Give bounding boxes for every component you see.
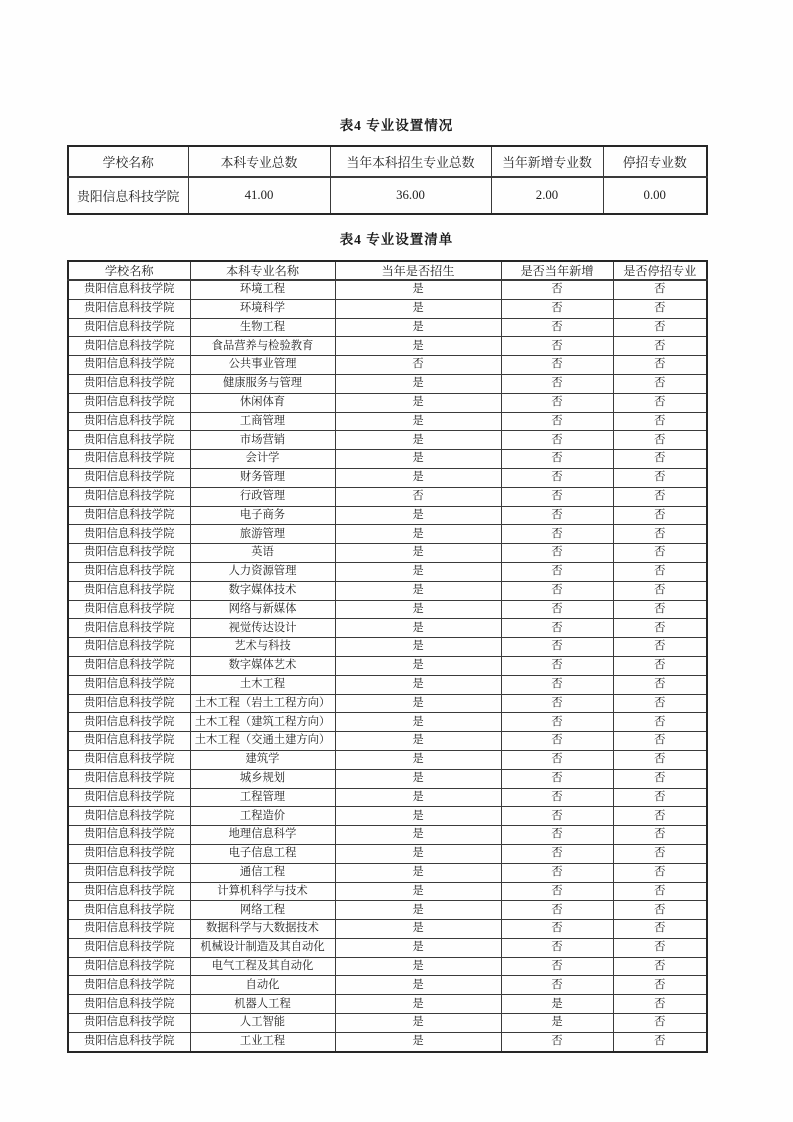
major-name-cell: 工程造价 — [190, 807, 335, 826]
header-major-name: 本科专业名称 — [190, 261, 335, 280]
major-name-cell: 健康服务与管理 — [190, 374, 335, 393]
school-name-cell: 贵阳信息科技学院 — [68, 374, 190, 393]
major-row — [68, 938, 707, 957]
major-name-cell: 数据科学与大数据技术 — [190, 920, 335, 939]
new-major-cell: 否 — [501, 957, 613, 976]
enrolling-cell: 是 — [335, 600, 501, 619]
major-row — [68, 807, 707, 826]
header-school-name: 学校名称 — [68, 146, 188, 177]
major-name-cell: 城乡规划 — [190, 769, 335, 788]
enrolling-cell: 是 — [335, 976, 501, 995]
enrolling-cell: 是 — [335, 675, 501, 694]
suspended-cell: 否 — [613, 356, 707, 375]
suspended-cell: 否 — [613, 600, 707, 619]
major-name-cell: 土木工程（岩土工程方向） — [190, 694, 335, 713]
school-name-cell: 贵阳信息科技学院 — [68, 544, 190, 563]
header-enrolling-majors: 当年本科招生专业总数 — [330, 146, 491, 177]
major-row — [68, 675, 707, 694]
school-name-cell: 贵阳信息科技学院 — [68, 788, 190, 807]
suspended-cell: 否 — [613, 581, 707, 600]
enrolling-cell: 是 — [335, 901, 501, 920]
enrolling-cell: 是 — [335, 562, 501, 581]
new-major-cell: 否 — [501, 544, 613, 563]
header-school-name: 学校名称 — [68, 261, 190, 280]
school-name-cell: 贵阳信息科技学院 — [68, 280, 190, 299]
enrolling-cell: 是 — [335, 694, 501, 713]
suspended-cell: 否 — [613, 412, 707, 431]
suspended-cell: 否 — [613, 562, 707, 581]
enrolling-cell: 是 — [335, 788, 501, 807]
enrolling-cell: 是 — [335, 995, 501, 1014]
major-name-cell: 人工智能 — [190, 1014, 335, 1033]
school-name-cell: 贵阳信息科技学院 — [68, 337, 190, 356]
suspended-cell: 否 — [613, 1032, 707, 1051]
suspended-cell: 否 — [613, 807, 707, 826]
major-row — [68, 562, 707, 581]
major-name-cell: 生物工程 — [190, 318, 335, 337]
major-name-cell: 环境科学 — [190, 299, 335, 318]
new-major-cell: 否 — [501, 487, 613, 506]
school-name-cell: 贵阳信息科技学院 — [68, 769, 190, 788]
major-name-cell: 会计学 — [190, 450, 335, 469]
major-name-cell: 休闲体育 — [190, 393, 335, 412]
major-name-cell: 通信工程 — [190, 863, 335, 882]
major-name-cell: 电气工程及其自动化 — [190, 957, 335, 976]
school-name-cell: 贵阳信息科技学院 — [68, 299, 190, 318]
major-row — [68, 544, 707, 563]
new-major-cell: 否 — [501, 882, 613, 901]
major-name-cell: 土木工程（交通土建方向） — [190, 732, 335, 751]
enrolling-cell: 是 — [335, 863, 501, 882]
suspended-cell: 否 — [613, 826, 707, 845]
suspended-cell: 否 — [613, 750, 707, 769]
suspended-cell: 否 — [613, 337, 707, 356]
school-name-cell: 贵阳信息科技学院 — [68, 619, 190, 638]
major-name-cell: 网络与新媒体 — [190, 600, 335, 619]
new-major-cell: 否 — [501, 600, 613, 619]
enrolling-cell: 是 — [335, 938, 501, 957]
suspended-cell: 否 — [613, 487, 707, 506]
enrolling-cell: 是 — [335, 374, 501, 393]
school-name-cell: 贵阳信息科技学院 — [68, 1032, 190, 1051]
major-name-cell: 市场营销 — [190, 431, 335, 450]
suspended-cell: 否 — [613, 1014, 707, 1033]
new-major-cell: 是 — [501, 1014, 613, 1033]
new-major-cell: 否 — [501, 337, 613, 356]
new-major-cell: 否 — [501, 675, 613, 694]
school-name-cell: 贵阳信息科技学院 — [68, 600, 190, 619]
major-row — [68, 788, 707, 807]
major-name-cell: 数字媒体技术 — [190, 581, 335, 600]
new-major-cell: 否 — [501, 732, 613, 751]
school-name-cell: 贵阳信息科技学院 — [68, 750, 190, 769]
new-major-cell: 否 — [501, 638, 613, 657]
new-major-cell: 否 — [501, 694, 613, 713]
enrolling-cell: 是 — [335, 393, 501, 412]
enrolling-cell: 是 — [335, 468, 501, 487]
school-name-cell: 贵阳信息科技学院 — [68, 638, 190, 657]
major-row — [68, 431, 707, 450]
major-row — [68, 732, 707, 751]
enrolling-cell: 是 — [335, 807, 501, 826]
enrolling-cell: 否 — [335, 356, 501, 375]
major-row — [68, 374, 707, 393]
enrolling-cell: 是 — [335, 882, 501, 901]
total-majors-cell: 41.00 — [188, 177, 330, 214]
new-major-cell: 否 — [501, 901, 613, 920]
summary-data-row — [68, 177, 707, 214]
new-major-cell: 否 — [501, 938, 613, 957]
school-name-cell: 贵阳信息科技学院 — [68, 562, 190, 581]
school-name-cell: 贵阳信息科技学院 — [68, 656, 190, 675]
major-name-cell: 英语 — [190, 544, 335, 563]
new-major-cell: 否 — [501, 769, 613, 788]
major-row — [68, 713, 707, 732]
suspended-cell: 否 — [613, 995, 707, 1014]
new-major-cell: 否 — [501, 431, 613, 450]
new-major-cell: 否 — [501, 826, 613, 845]
header-new-this-year: 是否当年新增 — [501, 261, 613, 280]
new-major-cell: 否 — [501, 920, 613, 939]
suspended-majors-cell: 0.00 — [603, 177, 707, 214]
suspended-cell: 否 — [613, 675, 707, 694]
school-name-cell: 贵阳信息科技学院 — [68, 938, 190, 957]
major-row — [68, 450, 707, 469]
school-name-cell: 贵阳信息科技学院 — [68, 356, 190, 375]
enrolling-cell: 是 — [335, 450, 501, 469]
major-row — [68, 882, 707, 901]
major-row — [68, 844, 707, 863]
new-major-cell: 否 — [501, 468, 613, 487]
major-name-cell: 地理信息科学 — [190, 826, 335, 845]
enrolling-cell: 是 — [335, 337, 501, 356]
major-row — [68, 863, 707, 882]
new-major-cell: 否 — [501, 356, 613, 375]
major-row — [68, 1032, 707, 1051]
major-name-cell: 环境工程 — [190, 280, 335, 299]
suspended-cell: 否 — [613, 525, 707, 544]
school-name-cell: 贵阳信息科技学院 — [68, 412, 190, 431]
summary-header-row — [68, 146, 707, 177]
header-total-majors: 本科专业总数 — [188, 146, 330, 177]
new-major-cell: 否 — [501, 450, 613, 469]
school-name-cell: 贵阳信息科技学院 — [68, 487, 190, 506]
suspended-cell: 否 — [613, 318, 707, 337]
new-major-cell: 否 — [501, 318, 613, 337]
major-row — [68, 920, 707, 939]
major-name-cell: 电子信息工程 — [190, 844, 335, 863]
new-major-cell: 否 — [501, 863, 613, 882]
suspended-cell: 否 — [613, 638, 707, 657]
suspended-cell: 否 — [613, 788, 707, 807]
suspended-cell: 否 — [613, 544, 707, 563]
new-major-cell: 否 — [501, 525, 613, 544]
major-row — [68, 318, 707, 337]
major-name-cell: 土木工程（建筑工程方向） — [190, 713, 335, 732]
suspended-cell: 否 — [613, 938, 707, 957]
new-major-cell: 否 — [501, 656, 613, 675]
suspended-cell: 否 — [613, 769, 707, 788]
major-row — [68, 600, 707, 619]
new-majors-cell: 2.00 — [491, 177, 603, 214]
major-row — [68, 412, 707, 431]
school-name-cell: 贵阳信息科技学院 — [68, 525, 190, 544]
major-row — [68, 769, 707, 788]
enrolling-cell: 是 — [335, 581, 501, 600]
major-row — [68, 656, 707, 675]
suspended-cell: 否 — [613, 506, 707, 525]
header-enrolling-this-year: 当年是否招生 — [335, 261, 501, 280]
suspended-cell: 否 — [613, 374, 707, 393]
new-major-cell: 否 — [501, 374, 613, 393]
major-name-cell: 工业工程 — [190, 1032, 335, 1051]
new-major-cell: 否 — [501, 976, 613, 995]
major-row — [68, 280, 707, 299]
school-name-cell: 贵阳信息科技学院 — [68, 506, 190, 525]
school-name-cell: 贵阳信息科技学院 — [68, 995, 190, 1014]
major-row — [68, 750, 707, 769]
enrolling-cell: 是 — [335, 506, 501, 525]
major-row — [68, 525, 707, 544]
school-name-cell: 贵阳信息科技学院 — [68, 694, 190, 713]
major-row — [68, 581, 707, 600]
school-name-cell: 贵阳信息科技学院 — [68, 431, 190, 450]
header-suspended-majors: 停招专业数 — [603, 146, 707, 177]
header-suspended: 是否停招专业 — [613, 261, 707, 280]
enrolling-cell: 是 — [335, 638, 501, 657]
new-major-cell: 否 — [501, 1032, 613, 1051]
major-name-cell: 土木工程 — [190, 675, 335, 694]
new-major-cell: 否 — [501, 844, 613, 863]
school-name-cell: 贵阳信息科技学院 — [68, 177, 188, 214]
enrolling-cell: 是 — [335, 299, 501, 318]
enrolling-cell: 是 — [335, 525, 501, 544]
major-name-cell: 计算机科学与技术 — [190, 882, 335, 901]
suspended-cell: 否 — [613, 732, 707, 751]
enrolling-cell: 是 — [335, 920, 501, 939]
major-row — [68, 957, 707, 976]
suspended-cell: 否 — [613, 694, 707, 713]
suspended-cell: 否 — [613, 450, 707, 469]
major-row — [68, 619, 707, 638]
major-name-cell: 行政管理 — [190, 487, 335, 506]
major-name-cell: 视觉传达设计 — [190, 619, 335, 638]
major-row — [68, 299, 707, 318]
enrolling-cell: 是 — [335, 280, 501, 299]
new-major-cell: 否 — [501, 750, 613, 769]
school-name-cell: 贵阳信息科技学院 — [68, 450, 190, 469]
school-name-cell: 贵阳信息科技学院 — [68, 976, 190, 995]
major-name-cell: 艺术与科技 — [190, 638, 335, 657]
enrolling-cell: 是 — [335, 656, 501, 675]
major-row — [68, 694, 707, 713]
list-header-row — [68, 261, 707, 280]
suspended-cell: 否 — [613, 299, 707, 318]
major-name-cell: 网络工程 — [190, 901, 335, 920]
majors-list-table — [67, 260, 708, 1053]
school-name-cell: 贵阳信息科技学院 — [68, 713, 190, 732]
enrolling-cell: 是 — [335, 732, 501, 751]
new-major-cell: 否 — [501, 807, 613, 826]
new-major-cell: 否 — [501, 713, 613, 732]
new-major-cell: 否 — [501, 506, 613, 525]
major-name-cell: 机械设计制造及其自动化 — [190, 938, 335, 957]
suspended-cell: 否 — [613, 957, 707, 976]
major-name-cell: 工商管理 — [190, 412, 335, 431]
major-row — [68, 1014, 707, 1033]
enrolling-cell: 是 — [335, 431, 501, 450]
list-table-title: 表4 专业设置清单 — [339, 232, 454, 247]
enrolling-cell: 是 — [335, 412, 501, 431]
suspended-cell: 否 — [613, 920, 707, 939]
school-name-cell: 贵阳信息科技学院 — [68, 1014, 190, 1033]
new-major-cell: 否 — [501, 412, 613, 431]
major-row — [68, 995, 707, 1014]
major-name-cell: 电子商务 — [190, 506, 335, 525]
major-row — [68, 976, 707, 995]
enrolling-cell: 是 — [335, 844, 501, 863]
major-name-cell: 工程管理 — [190, 788, 335, 807]
new-major-cell: 是 — [501, 995, 613, 1014]
summary-table-title: 表4 专业设置情况 — [339, 118, 454, 133]
major-name-cell: 机器人工程 — [190, 995, 335, 1014]
major-name-cell: 数字媒体艺术 — [190, 656, 335, 675]
enrolling-cell: 是 — [335, 1014, 501, 1033]
suspended-cell: 否 — [613, 713, 707, 732]
enrolling-cell: 是 — [335, 957, 501, 976]
school-name-cell: 贵阳信息科技学院 — [68, 957, 190, 976]
header-new-majors: 当年新增专业数 — [491, 146, 603, 177]
suspended-cell: 否 — [613, 619, 707, 638]
new-major-cell: 否 — [501, 581, 613, 600]
suspended-cell: 否 — [613, 280, 707, 299]
enrolling-cell: 是 — [335, 318, 501, 337]
major-row — [68, 337, 707, 356]
enrolling-cell: 是 — [335, 544, 501, 563]
school-name-cell: 贵阳信息科技学院 — [68, 393, 190, 412]
enrolling-cell: 是 — [335, 1032, 501, 1051]
new-major-cell: 否 — [501, 280, 613, 299]
new-major-cell: 否 — [501, 299, 613, 318]
enrolling-cell: 是 — [335, 826, 501, 845]
suspended-cell: 否 — [613, 656, 707, 675]
major-name-cell: 财务管理 — [190, 468, 335, 487]
major-row — [68, 901, 707, 920]
major-row — [68, 506, 707, 525]
school-name-cell: 贵阳信息科技学院 — [68, 581, 190, 600]
enrolling-cell: 是 — [335, 619, 501, 638]
school-name-cell: 贵阳信息科技学院 — [68, 675, 190, 694]
major-row — [68, 638, 707, 657]
major-name-cell: 公共事业管理 — [190, 356, 335, 375]
major-row — [68, 393, 707, 412]
summary-table — [67, 145, 708, 215]
school-name-cell: 贵阳信息科技学院 — [68, 920, 190, 939]
major-name-cell: 人力资源管理 — [190, 562, 335, 581]
suspended-cell: 否 — [613, 976, 707, 995]
suspended-cell: 否 — [613, 901, 707, 920]
school-name-cell: 贵阳信息科技学院 — [68, 318, 190, 337]
major-row — [68, 468, 707, 487]
major-name-cell: 自动化 — [190, 976, 335, 995]
major-name-cell: 食品营养与检验教育 — [190, 337, 335, 356]
school-name-cell: 贵阳信息科技学院 — [68, 826, 190, 845]
enrolling-cell: 是 — [335, 750, 501, 769]
enrolling-cell: 是 — [335, 713, 501, 732]
major-name-cell: 建筑学 — [190, 750, 335, 769]
suspended-cell: 否 — [613, 882, 707, 901]
school-name-cell: 贵阳信息科技学院 — [68, 863, 190, 882]
suspended-cell: 否 — [613, 844, 707, 863]
major-row — [68, 826, 707, 845]
school-name-cell: 贵阳信息科技学院 — [68, 732, 190, 751]
major-row — [68, 356, 707, 375]
suspended-cell: 否 — [613, 468, 707, 487]
enrolling-cell: 否 — [335, 487, 501, 506]
school-name-cell: 贵阳信息科技学院 — [68, 807, 190, 826]
enrolling-majors-cell: 36.00 — [330, 177, 491, 214]
suspended-cell: 否 — [613, 431, 707, 450]
new-major-cell: 否 — [501, 788, 613, 807]
enrolling-cell: 是 — [335, 769, 501, 788]
suspended-cell: 否 — [613, 863, 707, 882]
new-major-cell: 否 — [501, 619, 613, 638]
new-major-cell: 否 — [501, 393, 613, 412]
school-name-cell: 贵阳信息科技学院 — [68, 901, 190, 920]
suspended-cell: 否 — [613, 393, 707, 412]
school-name-cell: 贵阳信息科技学院 — [68, 844, 190, 863]
major-row — [68, 487, 707, 506]
school-name-cell: 贵阳信息科技学院 — [68, 882, 190, 901]
new-major-cell: 否 — [501, 562, 613, 581]
major-name-cell: 旅游管理 — [190, 525, 335, 544]
school-name-cell: 贵阳信息科技学院 — [68, 468, 190, 487]
